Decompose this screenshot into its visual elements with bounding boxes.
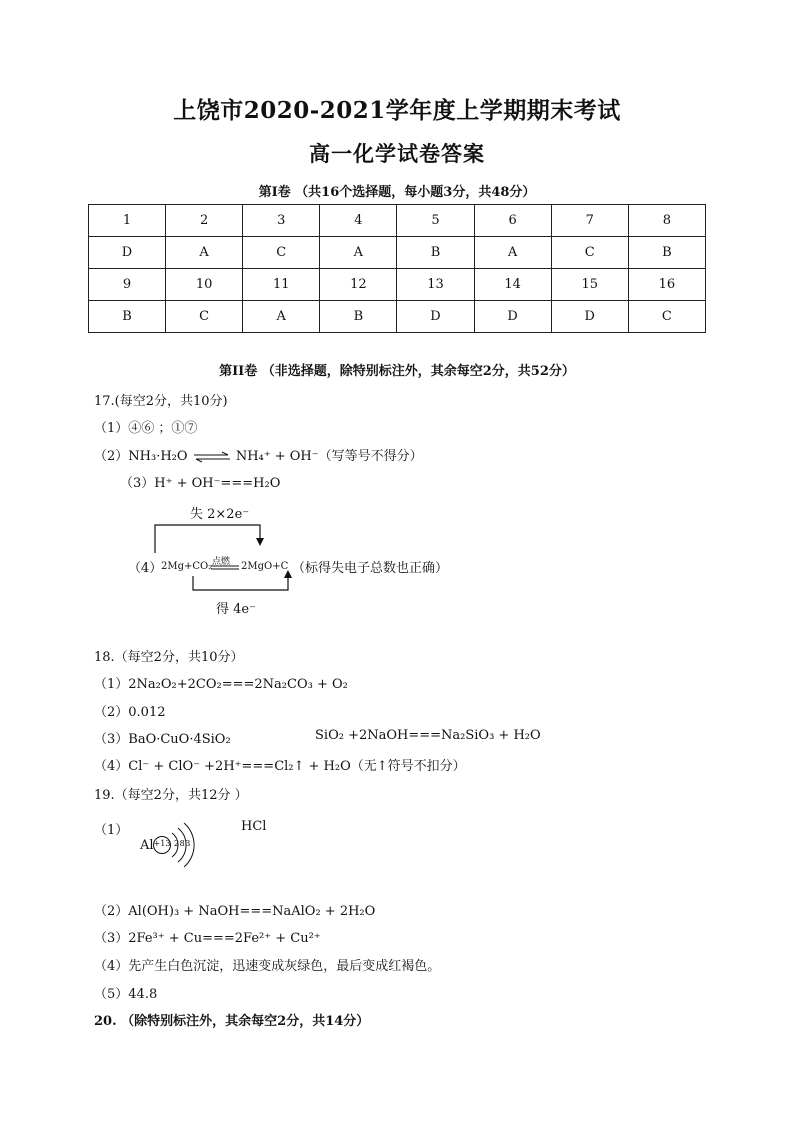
answer-table-cell: 14 <box>474 269 551 301</box>
answer-table-cell: 1 <box>89 205 166 237</box>
answer-table-cell: A <box>243 301 320 333</box>
q19-heading: 19.（每空2分，共12分 ） <box>94 788 248 803</box>
answer-table-row <box>89 269 706 301</box>
answer-table-cell: 10 <box>166 269 243 301</box>
q20-heading: 20. （除特别标注外，其余每空2分，共14分） <box>94 1014 370 1029</box>
q17-eq-left: 2Mg+CO₂ <box>161 561 213 572</box>
q18-answer-3b: SiO₂ +2NaOH===Na₂SiO₃ + H₂O <box>315 728 541 743</box>
atom-symbol: Al <box>140 838 154 853</box>
q19-answer-5: （5）44.8 <box>94 987 158 1002</box>
q18-answer-2: （2）0.012 <box>94 705 166 720</box>
atom-shells: 2 8 3 <box>174 839 190 848</box>
reaction-condition: 点燃 <box>212 557 231 567</box>
answer-table-cell: A <box>474 237 551 269</box>
answer-table-cell: 5 <box>397 205 474 237</box>
q18-answer-4: （4）Cl⁻ + ClO⁻ +2H⁺===Cl₂↑ + H₂O（无↑符号不扣分） <box>94 759 466 774</box>
q19-answer-1b: HCl <box>241 819 267 834</box>
answer-table-cell: 8 <box>628 205 705 237</box>
equals-sign-icon <box>211 565 239 571</box>
q17-answer-2: （2）NH₃·H₂O NH₄⁺ + OH⁻（写等号不得分） <box>94 449 423 464</box>
answer-table-cell: 9 <box>89 269 166 301</box>
q19-answer-4: （4）先产生白色沉淀，迅速变成灰绿色，最后变成红褐色。 <box>94 959 441 974</box>
q19-answer-2: （2）Al(OH)₃ + NaOH===NaAlO₂ + 2H₂O <box>94 904 376 919</box>
document-subtitle: 高一化学试卷答案 <box>309 141 485 166</box>
answer-table-row <box>89 205 706 237</box>
electron-gain-label: 得 4e⁻ <box>216 602 256 617</box>
q18-heading: 18.（每空2分，共10分） <box>94 650 244 665</box>
q18-answer-3a: （3）BaO·CuO·4SiO₂ <box>94 732 231 747</box>
answer-table-cell: B <box>320 301 397 333</box>
q19-answer-3: （3）2Fe³⁺ + Cu===2Fe²⁺ + Cu²⁺ <box>94 931 321 946</box>
answer-table <box>88 204 706 333</box>
answer-table-cell: D <box>474 301 551 333</box>
q19-answer-1-prefix: （1） <box>94 823 129 838</box>
answer-table-cell: 6 <box>474 205 551 237</box>
q17-answer-1: （1）④⑥ ；①⑦ <box>94 421 198 436</box>
answer-table-cell: B <box>628 237 705 269</box>
equilibrium-arrow-icon <box>192 451 232 463</box>
answer-table-cell: A <box>166 237 243 269</box>
answer-table-cell: C <box>243 237 320 269</box>
answer-table-cell: 12 <box>320 269 397 301</box>
answer-table-cell: C <box>166 301 243 333</box>
answer-table-cell: 15 <box>551 269 628 301</box>
answer-table-cell: C <box>628 301 705 333</box>
answer-table-cell: C <box>551 237 628 269</box>
answer-table-cell: 2 <box>166 205 243 237</box>
answer-table-row <box>89 301 706 333</box>
answer-table-cell: 4 <box>320 205 397 237</box>
atom-nucleus: +13 <box>153 839 171 848</box>
answer-table-cell: D <box>397 301 474 333</box>
electron-lose-label: 失 2×2e⁻ <box>190 507 250 522</box>
q18-answer-1: （1）2Na₂O₂+2CO₂===2Na₂CO₃ + O₂ <box>94 677 348 692</box>
q17-answer-4-prefix: （4） <box>128 561 163 576</box>
q17-answer-3: （3）H⁺ + OH⁻===H₂O <box>120 476 281 491</box>
answer-table-cell: 16 <box>628 269 705 301</box>
answer-table-cell: A <box>320 237 397 269</box>
answer-table-row <box>89 237 706 269</box>
part1-heading: 第Ⅰ卷 （共16个选择题，每小题3分，共48分） <box>258 185 536 200</box>
q17-heading: 17.(每空2分，共10分) <box>94 394 228 409</box>
document-title: 上饶市2020-2021学年度上学期期末考试 <box>173 97 621 124</box>
answer-table-cell: D <box>551 301 628 333</box>
part2-heading: 第II卷 （非选择题，除特别标注外，其余每空2分，共52分） <box>219 364 575 379</box>
q17-answer-4-note: （标得失电子总数也正确） <box>292 561 449 576</box>
answer-table-cell: 3 <box>243 205 320 237</box>
answer-table-cell: B <box>397 237 474 269</box>
answer-table-cell: B <box>89 301 166 333</box>
answer-table-cell: 13 <box>397 269 474 301</box>
answer-table-cell: D <box>89 237 166 269</box>
answer-table-cell: 11 <box>243 269 320 301</box>
q17-eq-right: 2MgO+C <box>241 561 289 572</box>
answer-table-cell: 7 <box>551 205 628 237</box>
